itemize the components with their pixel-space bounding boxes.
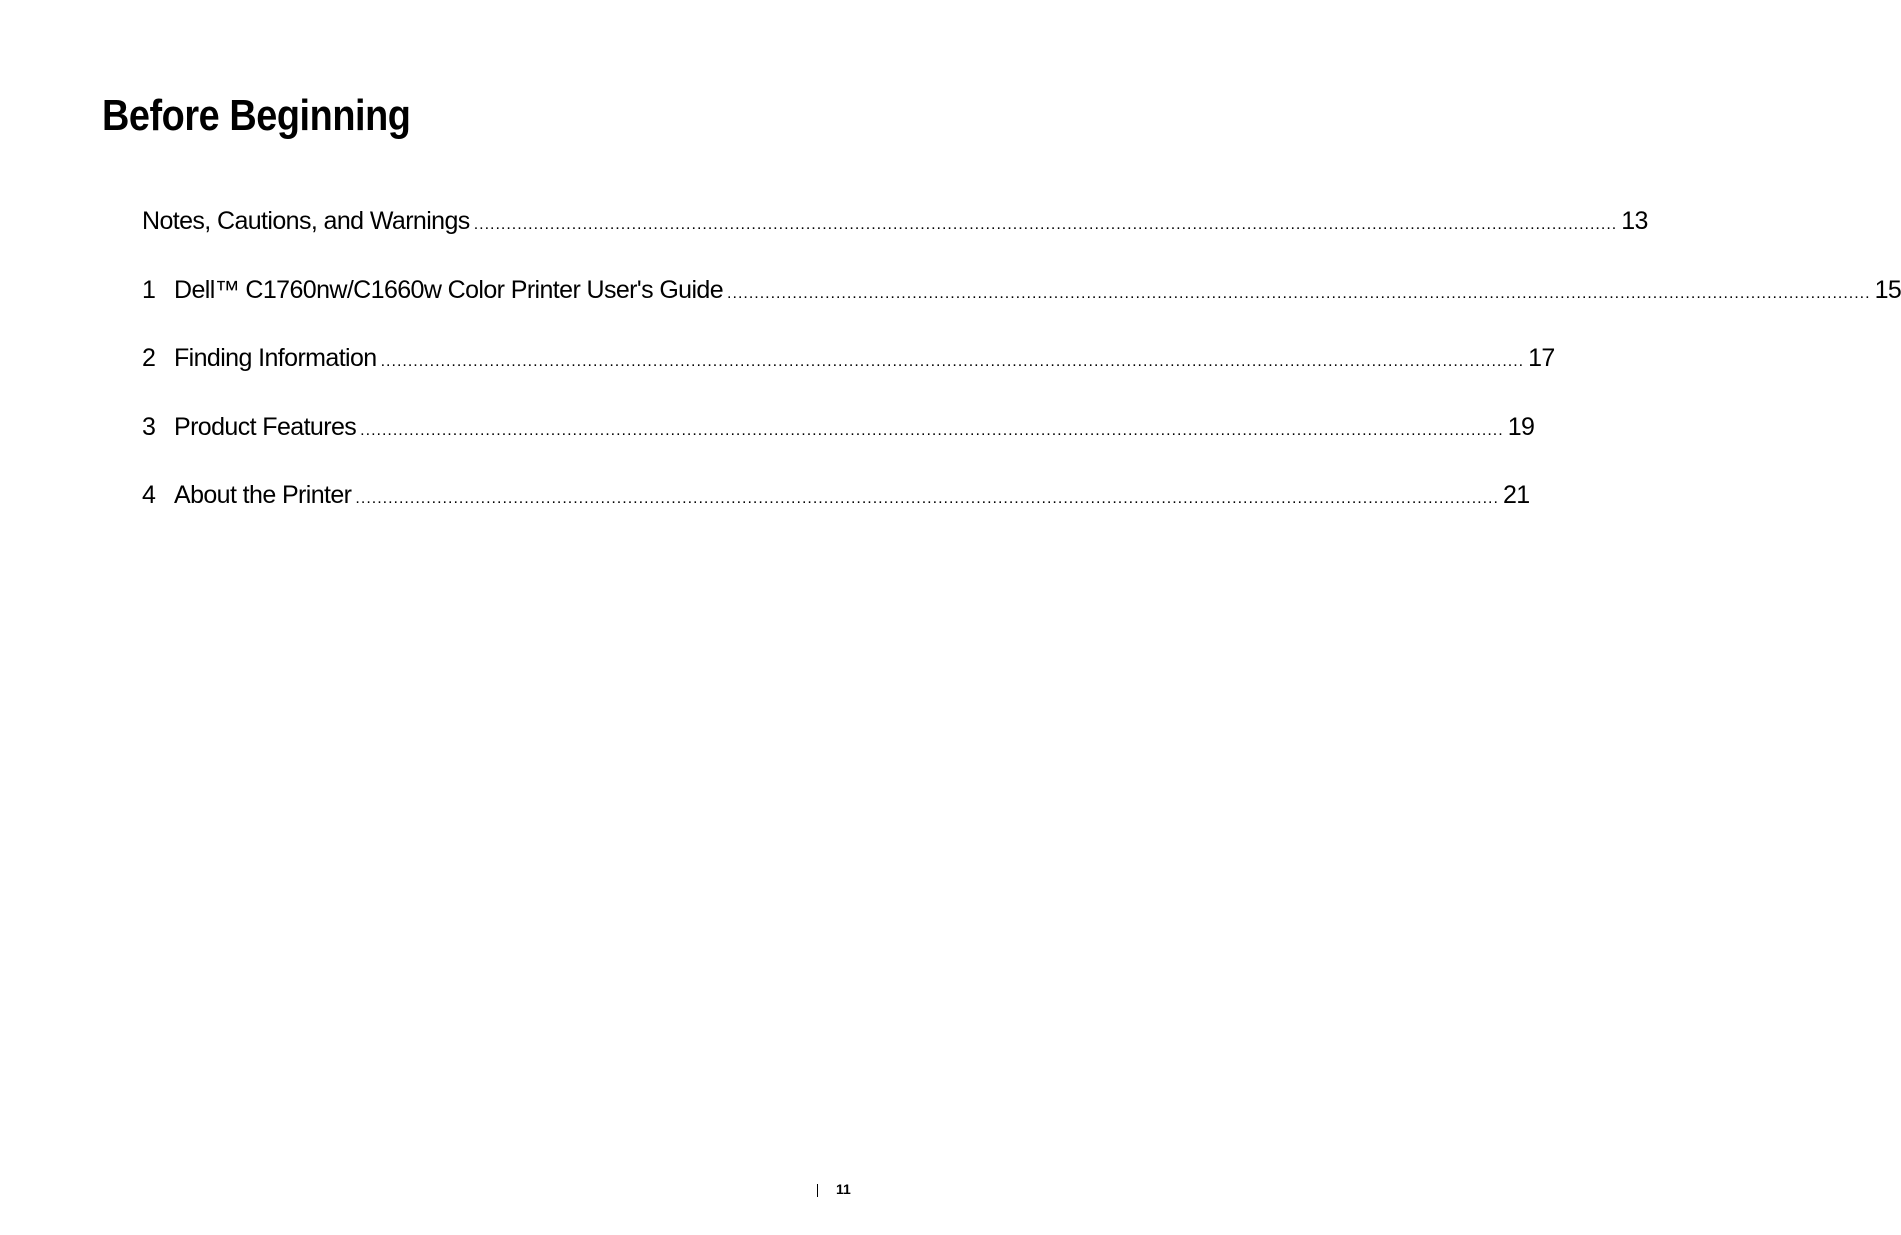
toc-entry-number: 4 — [142, 481, 156, 509]
toc-entry-number: 1 — [142, 275, 156, 304]
toc-entry-page: 19 — [1507, 412, 1535, 441]
toc-entry-page: 21 — [1502, 481, 1530, 509]
toc-entry-number: 2 — [142, 344, 156, 372]
toc-entry-page: 15 — [1874, 275, 1901, 304]
toc-entry-text — [142, 269, 723, 311]
toc-entry-chapter-2[interactable] — [142, 337, 1555, 406]
toc-dot-leader — [360, 410, 1504, 452]
toc-entry-title: Notes, Cautions, and Warnings — [142, 207, 470, 235]
footer-divider — [817, 1184, 818, 1197]
table-of-contents — [142, 200, 1901, 543]
toc-entry-text — [142, 474, 351, 516]
toc-entry-text — [142, 406, 356, 448]
toc-dot-leader — [727, 273, 1871, 315]
page-title: Before Beginning — [102, 91, 411, 140]
toc-entry-chapter-1[interactable] — [142, 269, 1901, 338]
toc-dot-leader — [474, 204, 1618, 246]
toc-entry-title: Product Features — [174, 412, 357, 441]
toc-dot-leader — [355, 478, 1499, 520]
toc-entry-chapter-4[interactable] — [142, 474, 1530, 543]
page-number: 11 — [836, 1181, 851, 1197]
toc-entry-notes[interactable] — [142, 200, 1648, 269]
toc-entry-text — [142, 200, 470, 242]
toc-entry-chapter-3[interactable] — [142, 406, 1535, 475]
toc-entry-number: 3 — [142, 412, 156, 441]
toc-entry-page: 13 — [1621, 207, 1648, 235]
toc-entry-title: Finding Information — [174, 344, 377, 372]
toc-entry-title: Dell™ C1760nw/C1660w Color Printer User's Guide — [174, 275, 724, 304]
toc-dot-leader — [381, 341, 1525, 383]
toc-entry-title: About the Printer — [174, 481, 352, 509]
toc-entry-text — [142, 337, 377, 379]
toc-entry-page: 17 — [1528, 344, 1555, 372]
